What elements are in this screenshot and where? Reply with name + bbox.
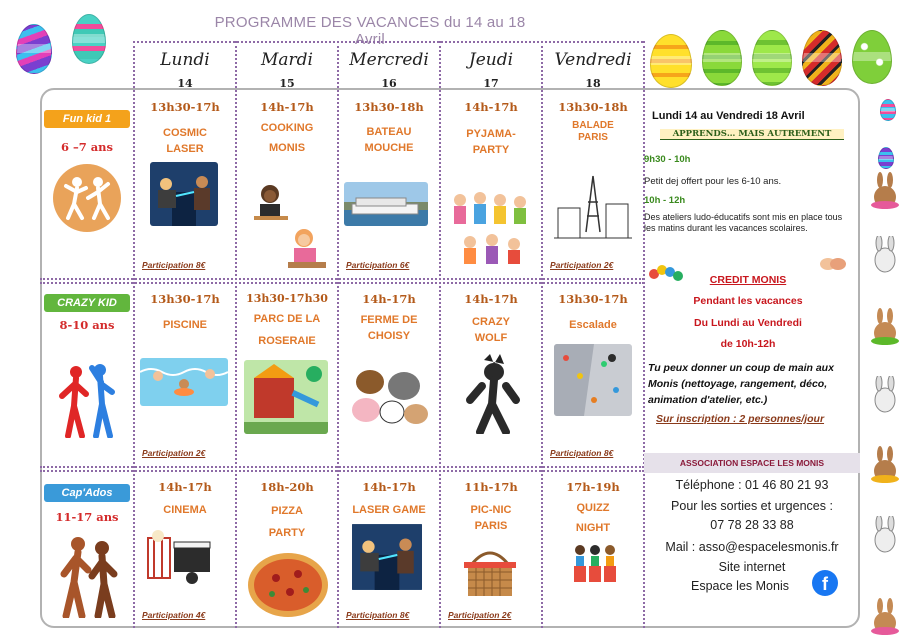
participation-fee: Participation 8€ xyxy=(142,260,206,270)
group-age: 6 –7 ans xyxy=(60,140,114,154)
slot-time: 9h30 - 10h xyxy=(644,154,691,165)
credit-title: CREDIT MONIS xyxy=(709,274,787,286)
day-name: Vendredi xyxy=(554,50,632,70)
activity-cell xyxy=(442,472,540,626)
group-age: 11-17 ans xyxy=(55,510,119,524)
activity-name: PYJAMA-PARTY xyxy=(466,128,516,156)
easter-bunny-icon xyxy=(868,446,902,484)
activity-name: CRAZY WOLF xyxy=(472,316,510,344)
contact-email: Mail : asso@espacelesmonis.fr xyxy=(665,540,839,554)
page-title: PROGRAMME DES VACANCES du 14 au 18 Avril xyxy=(214,14,526,48)
grid-line xyxy=(439,41,441,628)
day-number: 14 xyxy=(177,77,193,90)
activity-cell xyxy=(136,92,234,276)
cinema-picture xyxy=(144,528,216,586)
credit-line: Pendant les vacances xyxy=(693,295,803,307)
activity-cell xyxy=(238,92,336,276)
slot-time: 10h - 12h xyxy=(644,195,686,206)
easter-egg-icon xyxy=(650,34,692,88)
activity-cell xyxy=(544,472,642,626)
participation-fee: Participation 6€ xyxy=(346,260,410,270)
activity-name: PIZZA PARTY xyxy=(268,505,306,539)
activity-name: PARC DE LA ROSERAIE xyxy=(253,313,321,347)
easter-bunny-icon xyxy=(868,236,902,274)
facebook-icon[interactable]: f xyxy=(812,570,838,596)
activity-time: 13h30-17h xyxy=(150,292,220,306)
contact-urgency-label: Pour les sorties et urgences : xyxy=(671,499,833,513)
easter-egg-icon xyxy=(752,30,792,86)
easter-bunny-icon xyxy=(868,376,902,414)
kids-dancing-picture xyxy=(52,162,122,234)
grid-line xyxy=(40,278,644,280)
activity-time: 13h30-18h xyxy=(354,100,424,114)
activity-time: 14h-17h xyxy=(158,480,212,494)
paris-sketch-picture xyxy=(554,172,632,242)
activity-time: 18h-20h xyxy=(260,480,314,494)
easter-egg-icon xyxy=(702,30,742,86)
side-subheading: APPRENDS… MAIS AUTREMENT xyxy=(660,129,844,140)
participation-fee: Participation 2€ xyxy=(142,448,206,458)
easter-egg-icon xyxy=(16,24,52,74)
activity-cell xyxy=(136,284,234,464)
activity-cell xyxy=(340,284,438,464)
day-name: Mardi xyxy=(261,50,313,70)
quiz-contestants-picture xyxy=(572,542,618,584)
activity-name: BALADE PARIS xyxy=(572,120,614,143)
activity-name: LASER GAME xyxy=(352,504,426,516)
laser-game-picture xyxy=(352,522,422,592)
easter-bunny-icon xyxy=(868,598,902,636)
pizza-picture xyxy=(246,550,330,620)
activity-time: 14h-17h xyxy=(362,480,416,494)
grid-line xyxy=(133,41,135,628)
activity-time: 13h30-17h xyxy=(150,100,220,114)
easter-egg-icon xyxy=(852,30,892,84)
day-name: Mercredi xyxy=(349,50,429,70)
easter-bunny-icon xyxy=(868,516,902,554)
activity-cell xyxy=(136,472,234,626)
activity-time: 13h30-18h xyxy=(558,100,628,114)
credit-line: de 10h-12h xyxy=(720,338,776,350)
activity-cell xyxy=(544,284,642,464)
credit-signup: Sur inscription : 2 personnes/jour xyxy=(656,413,825,425)
activity-cell xyxy=(442,92,540,276)
activity-name: COOKING MONIS xyxy=(260,122,314,154)
day-name: Jeudi xyxy=(468,50,514,70)
wolf-picture xyxy=(462,354,522,434)
activity-time: 13h30-17h xyxy=(558,292,628,306)
activity-cell xyxy=(340,472,438,626)
group-age: 8-10 ans xyxy=(59,318,115,332)
pyjama-kids-picture xyxy=(450,188,532,268)
grid-line xyxy=(133,41,643,43)
participation-fee: Participation 8€ xyxy=(550,448,614,458)
activity-cell xyxy=(238,472,336,626)
grid-line xyxy=(337,41,339,628)
activity-time: 11h-17h xyxy=(464,480,518,494)
activity-time: 14h-17h xyxy=(362,292,416,306)
day-number: 16 xyxy=(381,77,397,90)
boat-picture xyxy=(344,182,428,226)
day-number: 18 xyxy=(585,77,601,90)
swimming-picture xyxy=(140,358,228,406)
activity-cell xyxy=(442,284,540,464)
easter-bunny-icon xyxy=(868,172,902,210)
activity-name: Escalade xyxy=(569,319,617,331)
teens-silhouette-picture xyxy=(52,534,122,618)
activity-name: PIC-NIC PARIS xyxy=(470,504,512,532)
activity-name: PISCINE xyxy=(162,319,207,331)
farm-animals-picture xyxy=(346,360,430,428)
participation-fee: Participation 2€ xyxy=(448,610,512,620)
day-number: 17 xyxy=(483,77,499,90)
activity-time: 17h-19h xyxy=(566,480,620,494)
activity-time: 13h30-17h30 xyxy=(246,292,328,305)
contact-urgency-phone: 07 78 28 33 88 xyxy=(710,518,794,532)
activity-name: QUIZZ NIGHT xyxy=(575,502,611,534)
activity-name: CINEMA xyxy=(163,504,207,516)
easter-egg-icon xyxy=(802,30,842,86)
helping-hands-icon xyxy=(818,254,848,274)
cooking-kids-picture xyxy=(252,182,328,270)
easter-egg-icon xyxy=(72,14,106,64)
group-label: Cap'Ados xyxy=(44,484,130,502)
participation-fee: Participation 4€ xyxy=(142,610,206,620)
activity-time: 14h-17h xyxy=(464,292,518,306)
picnic-basket-picture xyxy=(462,542,518,600)
slot-text: Petit dej offert pour les 6-10 ans. xyxy=(644,176,782,187)
grid-line xyxy=(40,466,644,468)
activity-name: FERME DE CHOISY xyxy=(360,314,418,342)
website-label: Site internet xyxy=(718,560,786,574)
group-label: CRAZY KID xyxy=(44,294,130,312)
activity-cell xyxy=(238,284,336,464)
easter-egg-icon xyxy=(880,99,896,121)
activity-name: BATEAU MOUCHE xyxy=(364,126,414,154)
website-name[interactable]: Espace les Monis xyxy=(691,579,789,593)
contact-phone: Téléphone : 01 46 80 21 93 xyxy=(675,478,829,492)
participation-fee: Participation 2€ xyxy=(550,260,614,270)
climbing-wall-picture xyxy=(554,344,632,416)
day-name: Lundi xyxy=(160,50,210,70)
grid-line xyxy=(541,41,543,628)
activity-cell xyxy=(544,92,642,276)
credit-line: Du Lundi au Vendredi xyxy=(694,317,802,329)
kids-silhouette-picture xyxy=(52,362,122,438)
playground-picture xyxy=(244,360,328,434)
activity-time: 14h-17h xyxy=(464,100,518,114)
grid-line xyxy=(235,41,237,628)
credit-body: Tu peux donner un coup de main aux Monis (nettoyage, rangement, déco, animation d'atelier, etc.) xyxy=(648,362,834,406)
side-heading: Lundi 14 au Vendredi 18 Avril xyxy=(652,110,805,122)
day-number: 15 xyxy=(279,77,295,90)
activity-cell xyxy=(340,92,438,276)
easter-egg-icon xyxy=(878,147,894,169)
activity-name: COSMIC LASER xyxy=(163,127,207,155)
association-banner: ASSOCIATION ESPACE LES MONIS xyxy=(644,453,860,473)
laser-game-picture xyxy=(150,162,218,226)
participation-fee: Participation 8€ xyxy=(346,610,410,620)
slot-text: Des ateliers ludo-éducatifs sont mis en place tous les matins durant les vacances scolaires. xyxy=(644,212,843,233)
group-label: Fun kid 1 xyxy=(44,110,130,128)
easter-bunny-icon xyxy=(868,308,902,346)
activity-time: 14h-17h xyxy=(260,100,314,114)
